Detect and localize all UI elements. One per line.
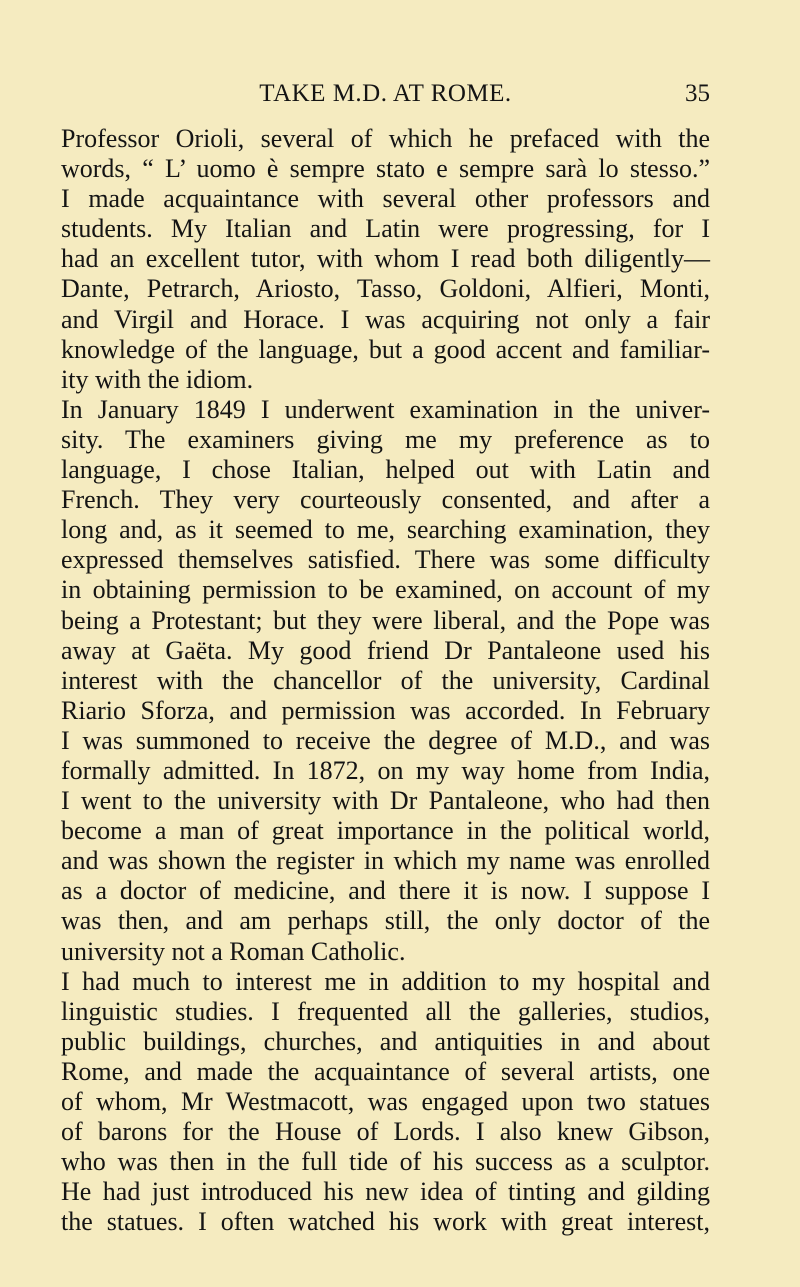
text-line: Professor Orioli, several of which he prefaced with the [61, 124, 710, 153]
running-head: TAKE M.D. AT ROME. [259, 80, 512, 107]
text-line: was then, and am perhaps still, the only doctor of the [61, 906, 710, 936]
text-line: and was shown the register in which my name was enrolled [61, 846, 710, 876]
page-number: 35 [685, 80, 710, 107]
text-line: become a man of great importance in the political world, [61, 816, 710, 846]
text-line: university not a Roman Catholic. [61, 936, 406, 966]
text-line: of whom, Mr Westmacott, was engaged upon two statues [61, 1087, 710, 1116]
text-line: language, I chose Italian, helped out with Latin and [61, 455, 710, 485]
text-line: expressed themselves satisfied. There was some difficulty [61, 545, 710, 575]
text-line: interest with the chancellor of the university, Cardinal [61, 665, 710, 695]
text-line: I went to the university with Dr Pantaleone, who had then [61, 786, 710, 816]
text-line: French. They very courteously consented, and after a [61, 485, 710, 515]
text-line: formally admitted. In 1872, on my way home from India, [61, 755, 710, 785]
text-line: ity with the idiom. [61, 364, 254, 394]
text-line: sity. The examiners giving me my preference as to [61, 424, 710, 454]
paragraph [61, 124, 710, 395]
text-line: students. My Italian and Latin were progressing, for I [61, 214, 710, 244]
text-line: the statues. I often watched his work with great interest, [61, 1207, 710, 1237]
body-text [61, 124, 710, 1237]
text-line: Dante, Petrarch, Ariosto, Tasso, Goldoni, Alfieri, Monti, [61, 274, 710, 304]
page-header [61, 80, 710, 114]
text-line: of barons for the House of Lords. I also knew Gibson, [61, 1117, 710, 1147]
text-line: away at Gaëta. My good friend Dr Pantaleone used his [61, 635, 710, 665]
text-line: who was then in the full tide of his success as a sculptor. [61, 1147, 710, 1177]
text-line: I had much to interest me in addition to my hospital and [61, 966, 710, 996]
text-line: I made acquaintance with several other professors and [61, 184, 710, 214]
text-line: Riario Sforza, and permission was accorded. In February [61, 695, 710, 725]
text-line: knowledge of the language, but a good accent and familiar- [61, 334, 710, 364]
text-line: in obtaining permission to be examined, on account of my [61, 575, 710, 605]
text-line: words, “ L’ uomo è sempre stato e sempre sarà lo stesso.” [61, 154, 710, 184]
paragraph [61, 967, 710, 1238]
paragraph [61, 395, 710, 967]
text-line: long and, as it seemed to me, searching examination, they [61, 515, 710, 545]
text-line: I was summoned to receive the degree of M.D., and was [61, 725, 710, 755]
text-line: He had just introduced his new idea of tinting and gilding [61, 1177, 710, 1207]
text-line: public buildings, churches, and antiquities in and about [61, 1026, 710, 1056]
text-line: In January 1849 I underwent examination in the univer- [61, 394, 710, 424]
text-line: had an excellent tutor, with whom I read both diligently— [61, 244, 710, 274]
text-line: and Virgil and Horace. I was acquiring not only a fair [61, 304, 710, 334]
text-line: linguistic studies. I frequented all the galleries, studios, [61, 996, 710, 1026]
text-line: as a doctor of medicine, and there it is now. I suppose I [61, 876, 710, 906]
text-line: Rome, and made the acquaintance of several artists, one [61, 1056, 710, 1086]
text-line: being a Protestant; but they were liberal, and the Pope was [61, 605, 710, 635]
